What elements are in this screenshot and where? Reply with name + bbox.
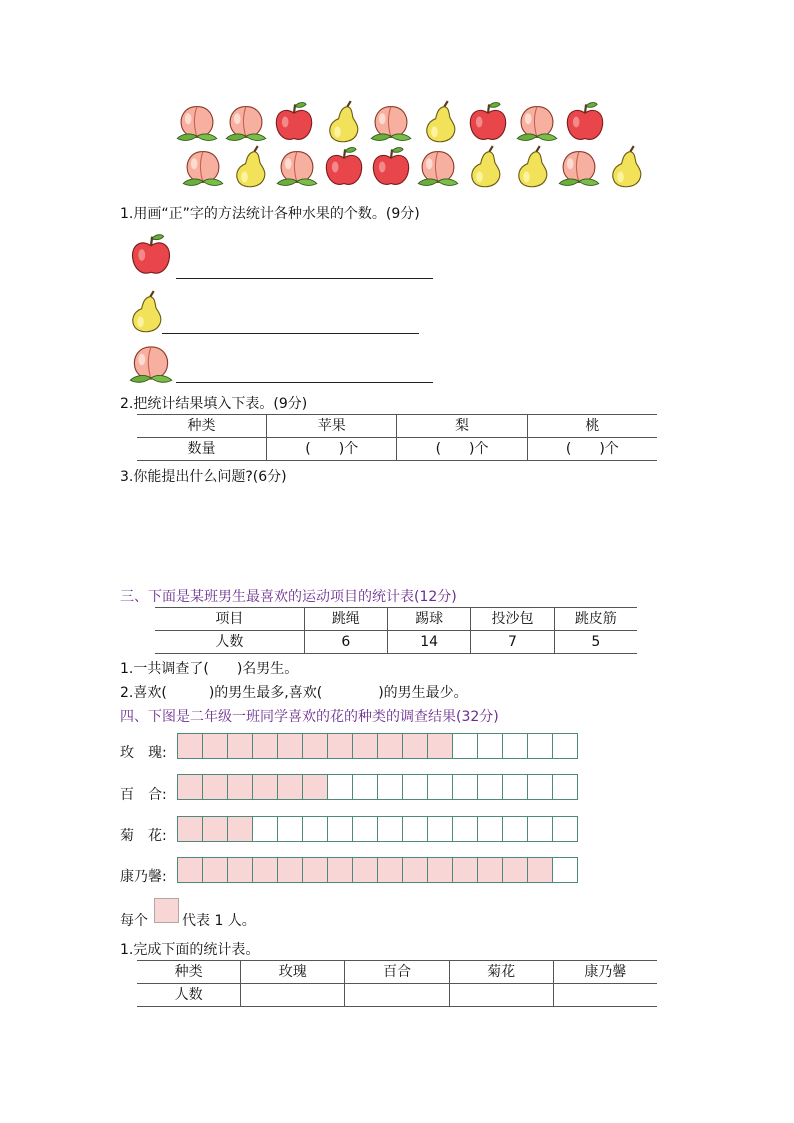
legend-suffix: 代表 1 人。 [182,913,256,929]
empty-cell [552,816,578,842]
empty-cell [327,816,353,842]
peach-tally-line[interactable] [176,382,433,383]
pear-icon [463,145,507,193]
header-cell: 百合 [345,961,449,984]
peach-icon [557,145,601,193]
pear-icon [228,145,272,193]
filled-cell [177,774,203,800]
pear-icon [604,145,648,193]
empty-cell [402,774,428,800]
flower-label-chrysanthemum: 菊 花: [120,828,167,844]
empty-cell [527,774,553,800]
header-cell: 苹果 [267,415,397,438]
empty-cell [477,733,503,759]
empty-cell [252,816,278,842]
filled-cell [202,816,228,842]
empty-cell [502,816,528,842]
empty-cell [552,733,578,759]
filled-cell [252,857,278,883]
peach-icon [181,145,225,193]
sports-table [155,607,637,654]
pear-icon [418,100,462,148]
peach-icon [369,100,413,148]
filled-cell [377,733,403,759]
header-cell: 投沙包 [471,608,554,631]
filled-cell [227,857,253,883]
section-4-question-1: 1.完成下面的统计表。 [120,942,260,958]
empty-cell [552,774,578,800]
peach-icon [127,340,175,390]
answer-cell-carnation[interactable] [553,984,657,1007]
flower-label-carnation: 康乃馨: [120,869,167,885]
empty-cell [552,857,578,883]
filled-cell [352,857,378,883]
header-cell: 菊花 [449,961,553,984]
filled-cell [477,857,503,883]
header-cell: 种类 [174,964,203,980]
header-cell: 玫瑰 [241,961,345,984]
row-label: 人数 [215,634,244,650]
filled-cell [177,816,203,842]
filled-cell [177,857,203,883]
answer-cell-peach[interactable]: ( )个 [527,438,657,461]
apple-icon [369,145,413,193]
flower-row-rose [178,733,578,759]
section-3-title: 三、下面是某班男生最喜欢的运动项目的统计表(12分) [120,589,457,605]
header-cell: 桃 [527,415,657,438]
flower-row-carnation [178,857,578,883]
header-cell: 跳皮筋 [554,608,637,631]
question-2-text: 2.把统计结果填入下表。(9分) [120,396,308,412]
empty-cell [277,816,303,842]
pear-icon [510,145,554,193]
filled-cell [502,857,528,883]
filled-cell [327,733,353,759]
empty-cell [452,816,478,842]
flower-row-lily [178,774,578,800]
question-3-text: 3.你能提出什么问题?(6分) [120,469,287,485]
apple-icon [466,100,510,148]
empty-cell [352,774,378,800]
filled-cell [302,733,328,759]
legend-prefix: 每个 [120,913,148,929]
empty-cell [402,816,428,842]
filled-cell [427,857,453,883]
empty-cell [327,774,353,800]
empty-cell [452,733,478,759]
filled-cell [252,733,278,759]
peach-icon [175,100,219,148]
answer-cell-pear[interactable]: ( )个 [397,438,527,461]
peach-icon [416,145,460,193]
value-cell: 14 [387,631,470,654]
empty-cell [377,816,403,842]
flower-label-rose: 玫 瑰: [120,745,167,761]
empty-cell [452,774,478,800]
filled-cell [202,733,228,759]
empty-cell [377,774,403,800]
filled-cell [202,774,228,800]
apple-icon [322,145,366,193]
answer-cell-rose[interactable] [241,984,345,1007]
empty-cell [302,816,328,842]
filled-cell [177,733,203,759]
header-cell: 种类 [187,418,216,434]
filled-cell [277,733,303,759]
empty-cell [427,816,453,842]
empty-cell [352,816,378,842]
filled-cell [427,733,453,759]
question-1-text: 1.用画“正”字的方法统计各种水果的个数。(9分) [120,206,420,222]
value-cell: 5 [554,631,637,654]
filled-cell [302,774,328,800]
apple-icon [128,232,174,282]
filled-cell [277,857,303,883]
apple-icon [272,100,316,148]
empty-cell [427,774,453,800]
empty-cell [527,733,553,759]
peach-icon [275,145,319,193]
filled-cell [327,857,353,883]
empty-cell [502,733,528,759]
filled-cell [277,774,303,800]
filled-cell [527,857,553,883]
value-cell: 6 [304,631,387,654]
header-cell: 跳绳 [304,608,387,631]
pear-icon [321,100,365,148]
filled-cell [252,774,278,800]
fruit-count-table [137,414,657,461]
apple-icon [563,100,607,148]
filled-cell [402,733,428,759]
header-cell: 康乃馨 [553,961,657,984]
section-3-question-1: 1.一共调查了( )名男生。 [120,661,299,677]
row-label: 数量 [187,441,216,457]
pear-tally-line[interactable] [162,333,419,334]
header-cell: 梨 [397,415,527,438]
answer-cell-lily[interactable] [345,984,449,1007]
apple-tally-line[interactable] [176,278,433,279]
filled-cell [402,857,428,883]
section-3-question-2: 2.喜欢( )的男生最多,喜欢( )的男生最少。 [120,685,468,701]
filled-cell [302,857,328,883]
empty-cell [502,774,528,800]
header-cell: 踢球 [387,608,470,631]
filled-cell [227,774,253,800]
filled-cell [227,733,253,759]
row-label: 人数 [174,987,203,1003]
filled-cell [202,857,228,883]
filled-cell [452,857,478,883]
fruit-picture [0,0,794,200]
header-cell: 项目 [215,611,244,627]
answer-cell-apple[interactable]: ( )个 [267,438,397,461]
filled-cell [377,857,403,883]
empty-cell [477,816,503,842]
filled-cell [227,816,253,842]
empty-cell [477,774,503,800]
flower-table [137,960,657,1007]
answer-cell-chrysanthemum[interactable] [449,984,553,1007]
value-cell: 7 [471,631,554,654]
flower-row-chrysanthemum [178,816,578,842]
flower-label-lily: 百 合: [120,787,167,803]
empty-cell [527,816,553,842]
legend-cell [154,898,179,923]
peach-icon [515,100,559,148]
section-4-title: 四、下图是二年级一班同学喜欢的花的种类的调查结果(32分) [120,709,499,725]
peach-icon [224,100,268,148]
filled-cell [352,733,378,759]
